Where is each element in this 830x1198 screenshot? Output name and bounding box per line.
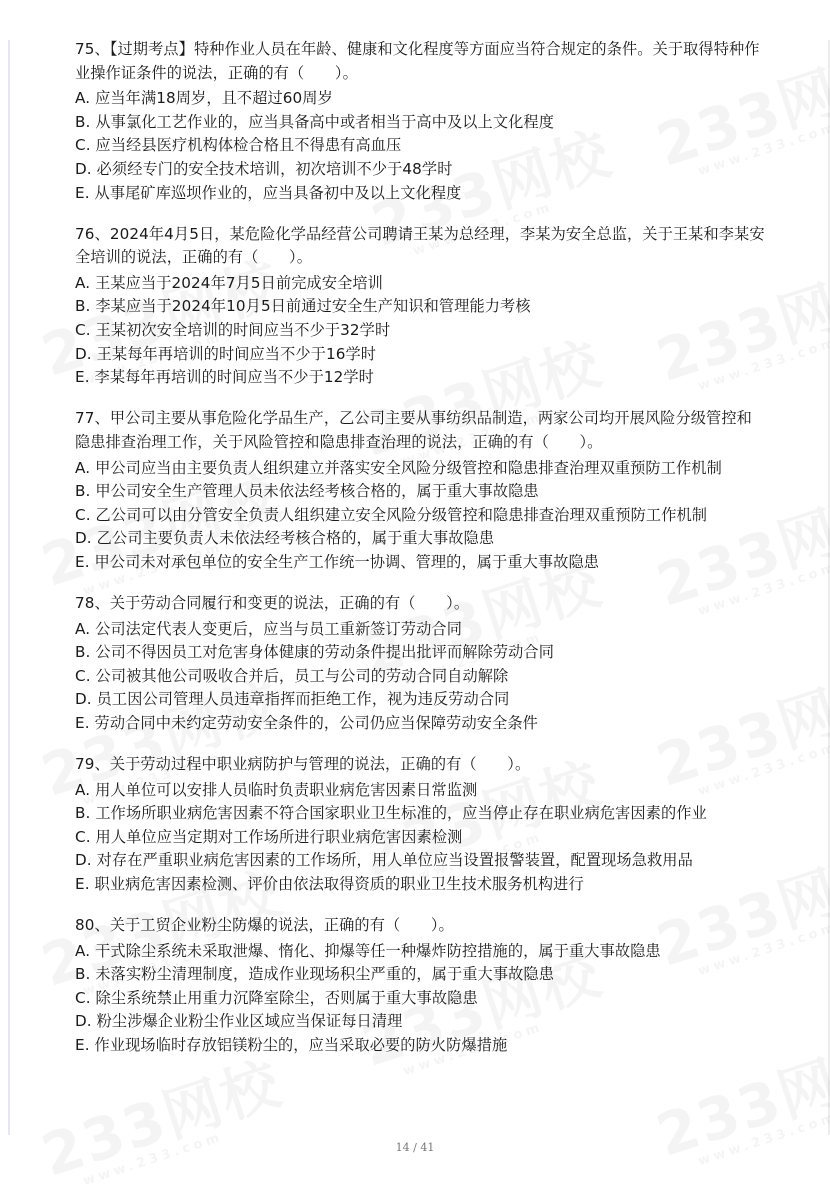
option-b: B. 甲公司安全生产管理人员未依法经考核合格的，属于重大事故隐患	[75, 482, 539, 501]
option-a: A. 干式除尘系统未采取泄爆、惰化、抑爆等任一种爆炸防控措施的，属于重大事故隐患	[75, 941, 661, 960]
question-stem: 75、【过期考点】特种作业人员在年龄、健康和文化程度等方面应当符合规定的条件。关于取得特种作业操作证条件的说法，正确的有（ ）。	[75, 40, 760, 82]
option-a: A. 应当年满18周岁，且不超过60周岁	[75, 89, 333, 108]
question-stem: 78、关于劳动合同履行和变更的说法，正确的有（ ）。	[75, 593, 470, 612]
option-a: A. 用人单位可以安排人员临时负责职业病危害因素日常监测	[75, 780, 478, 799]
question-77	[75, 407, 765, 574]
question-stem: 76、2024年4月5日，某危险化学品经营公司聘请王某为总经理，李某为安全总监，关于王某和李某安全培训的说法，正确的有（ ）。	[75, 224, 765, 267]
option-d: D. 王某每年再培训的时间应当不少于16学时	[75, 344, 377, 363]
option-c: C. 除尘系统禁止用重力沉降室除尘，否则属于重大事故隐患	[75, 988, 478, 1007]
option-e: E. 作业现场临时存放铝镁粉尘的，应当采取必要的防火防爆措施	[75, 1036, 508, 1055]
option-c: C. 应当经县医疗机构体检合格且不得患有高血压	[75, 136, 402, 155]
option-d: D. 员工因公司管理人员违章指挥而拒绝工作，视为违反劳动合同	[75, 690, 510, 709]
option-e: E. 从事尾矿库巡坝作业的，应当具备初中及以上文化程度	[75, 183, 462, 202]
option-c: C. 乙公司可以由分管安全负责人组织建立安全风险分级管控和隐患排查治理双重预防工作机制	[75, 505, 708, 524]
question-stem: 80、关于工贸企业粉尘防爆的说法，正确的有（ ）。	[75, 916, 454, 935]
option-e: E. 李某每年再培训的时间应当不少于12学时	[75, 368, 374, 387]
question-76	[75, 223, 765, 390]
option-e: E. 劳动合同中未约定劳动安全条件的，公司仍应当保障劳动安全条件	[75, 713, 538, 732]
option-a: A. 公司法定代表人变更后，应当与员工重新签订劳动合同	[75, 619, 462, 638]
option-d: D. 粉尘涉爆企业粉尘作业区域应当保证每日清理	[75, 1012, 403, 1031]
option-d: D. 对存在严重职业病危害因素的工作场所，用人单位应当设置报警装置，配置现场急救用品	[75, 851, 693, 870]
option-d: D. 必须经专门的安全技术培训，初次培训不少于48学时	[75, 159, 453, 178]
question-stem: 77、甲公司主要从事危险化学品生产，乙公司主要从事纺织品制造，两家公司均开展风险分级管控和隐患排查治理工作，关于风险管控和隐患排查治理的说法，正确的有（ ）。	[75, 409, 752, 451]
page-number: 14 / 41	[395, 1141, 435, 1154]
option-a: A. 王某应当于2024年7月5日前完成安全培训	[75, 273, 383, 292]
option-e: E. 职业病危害因素检测、评价由依法取得资质的职业卫生技术服务机构进行	[75, 875, 584, 893]
option-b: B. 从事氯化工艺作业的，应当具备高中或者相当于高中及以上文化程度	[75, 112, 554, 131]
question-79	[75, 753, 765, 897]
option-a: A. 甲公司应当由主要负责人组织建立并落实安全风险分级管控和隐患排查治理双重预防工作机制	[75, 458, 722, 477]
option-c: C. 公司被其他公司吸收合并后，员工与公司的劳动合同自动解除	[75, 666, 509, 685]
question-stem: 79、关于劳动过程中职业病防护与管理的说法，正确的有（ ）。	[75, 755, 531, 774]
question-75	[75, 38, 765, 205]
option-d: D. 乙公司主要负责人未依法经考核合格的，属于重大事故隐患	[75, 529, 495, 548]
option-b: B. 未落实粉尘清理制度，造成作业现场积尘严重的，属于重大事故隐患	[75, 965, 554, 984]
page-border-left	[8, 40, 10, 1135]
document-body	[75, 38, 765, 1075]
option-c: C. 王某初次安全培训的时间应当不少于32学时	[75, 321, 391, 340]
option-b: B. 李某应当于2024年10月5日前通过安全生产知识和管理能力考核	[75, 297, 531, 316]
option-b: B. 公司不得因员工对危害身体健康的劳动条件提出批评而解除劳动合同	[75, 643, 554, 662]
question-78	[75, 592, 765, 736]
option-b: B. 工作场所职业病危害因素不符合国家职业卫生标准的，应当停止存在职业病危害因素的作业	[75, 804, 707, 823]
option-c: C. 用人单位应当定期对工作场所进行职业病危害因素检测	[75, 827, 463, 846]
question-80	[75, 914, 765, 1058]
option-e: E. 甲公司未对承包单位的安全生产工作统一协调、管理的，属于重大事故隐患	[75, 552, 600, 571]
